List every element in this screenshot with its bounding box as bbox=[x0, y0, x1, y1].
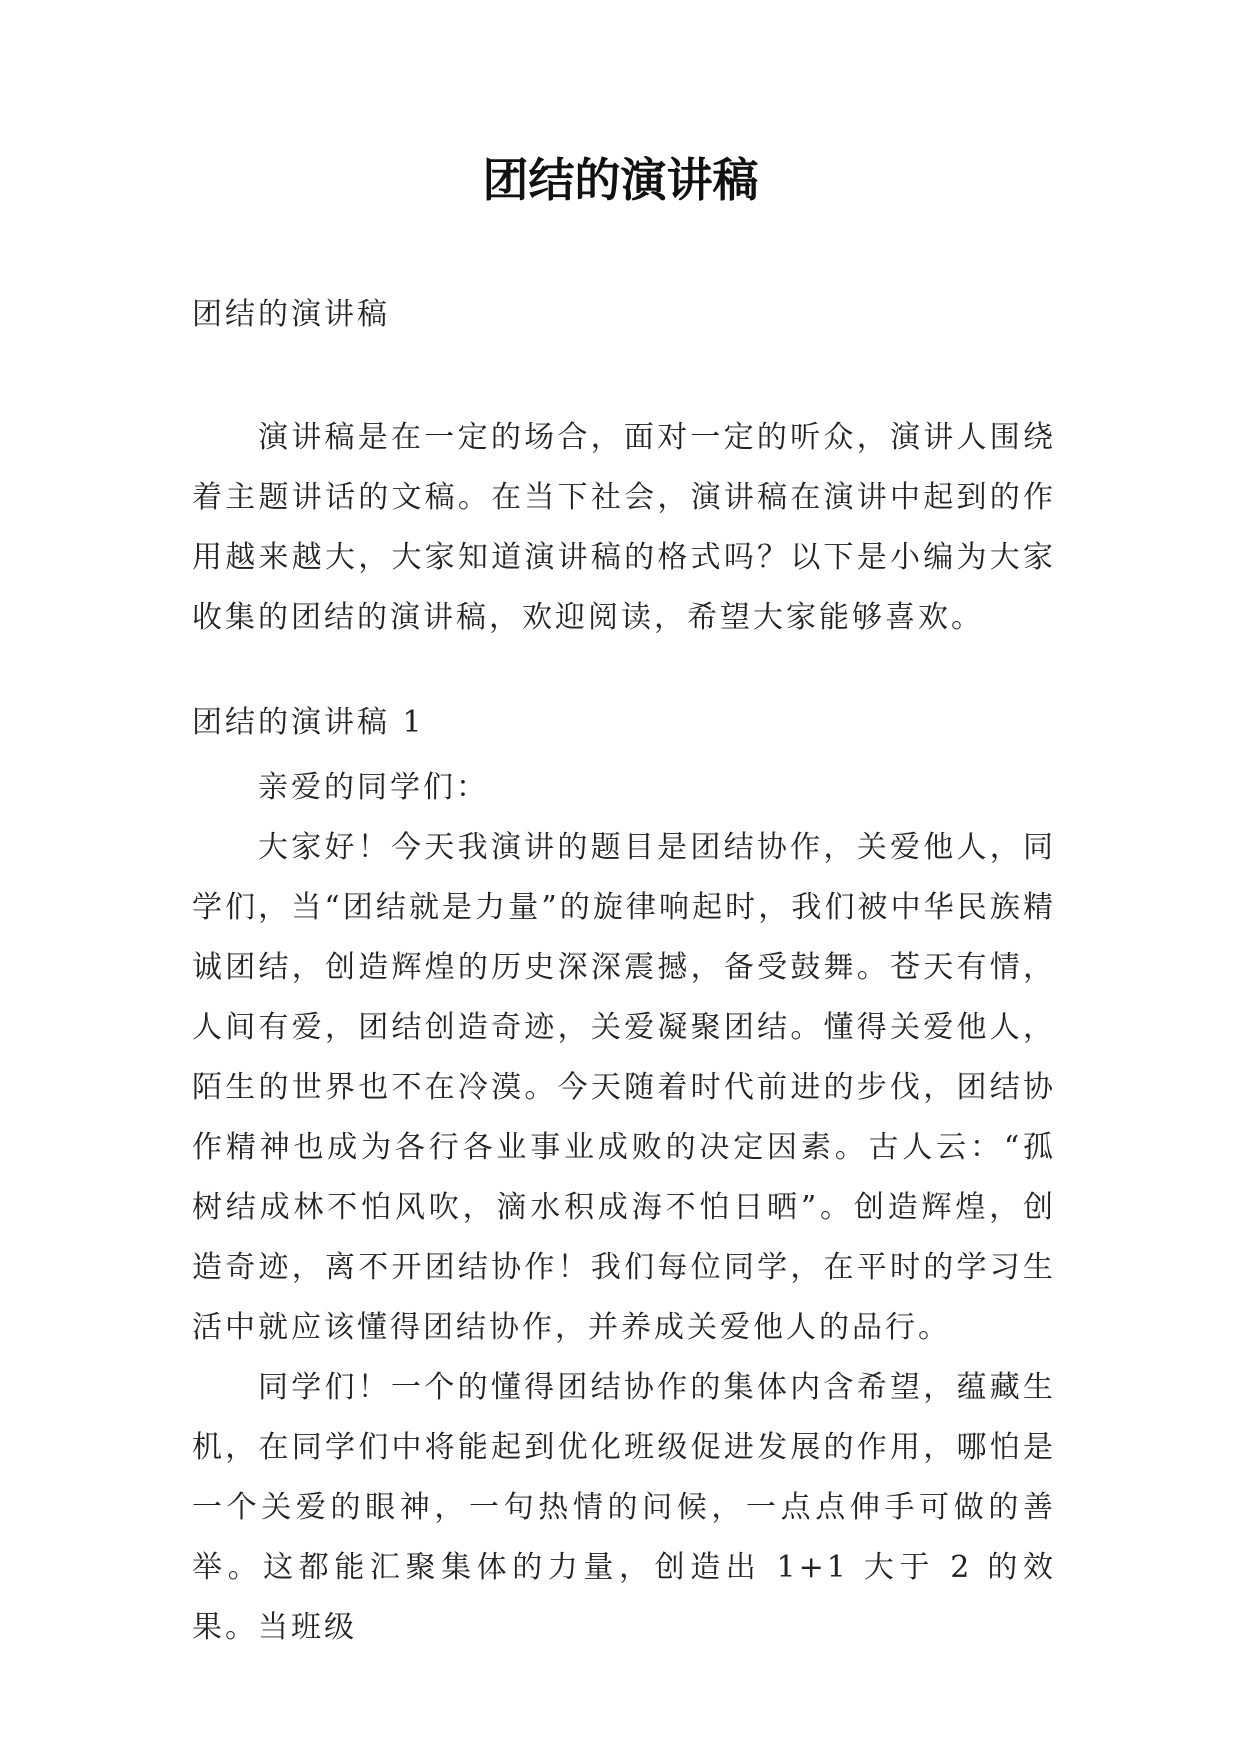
intro-paragraph: 演讲稿是在一定的场合，面对一定的听众，演讲人围绕着主题讲话的文稿。在当下社会，演讲稿在演讲中起到的作用越来越大，大家知道演讲稿的格式吗？以下是小编为大家收集的团结的演讲稿，欢迎阅读，希望大家能够喜欢。 bbox=[192, 420, 1056, 635]
document-title: 团结的演讲稿 bbox=[482, 153, 759, 207]
section-content bbox=[192, 758, 1056, 1658]
section-heading: 团结的演讲稿 1 bbox=[192, 705, 425, 740]
salutation-paragraph: 亲爱的同学们： bbox=[258, 770, 489, 805]
body-paragraph: 同学们！一个的懂得团结协作的集体内含希望，蕴藏生机，在同学们中将能起到优化班级促进发展的作用，哪怕是一个关爱的眼神，一句热情的问候，一点点伸手可做的善举。这都能汇聚集体的力量，创造出 1+1 大于 2 的效果。当班级 bbox=[192, 1370, 1056, 1645]
document-subtitle: 团结的演讲稿 bbox=[192, 297, 390, 332]
body-paragraph: 大家好！今天我演讲的题目是团结协作，关爱他人，同学们，当“团结就是力量”的旋律响起时，我们被中华民族精诚团结，创造辉煌的历史深深震撼，备受鼓舞。苍天有情，人间有爱，团结创造奇迹，关爱凝聚团结。懂得关爱他人，陌生的世界也不在冷漠。今天随着时代前进的步伐，团结协作精神也成为各行各业事业成败的决定因素。古人云：“孤树结成林不怕风吹，滴水积成海不怕日晒”。创造辉煌，创造奇迹，离不开团结协作！我们每位同学，在平时的学习生活中就应该懂得团结协作，并养成关爱他人的品行。 bbox=[192, 830, 1056, 1345]
